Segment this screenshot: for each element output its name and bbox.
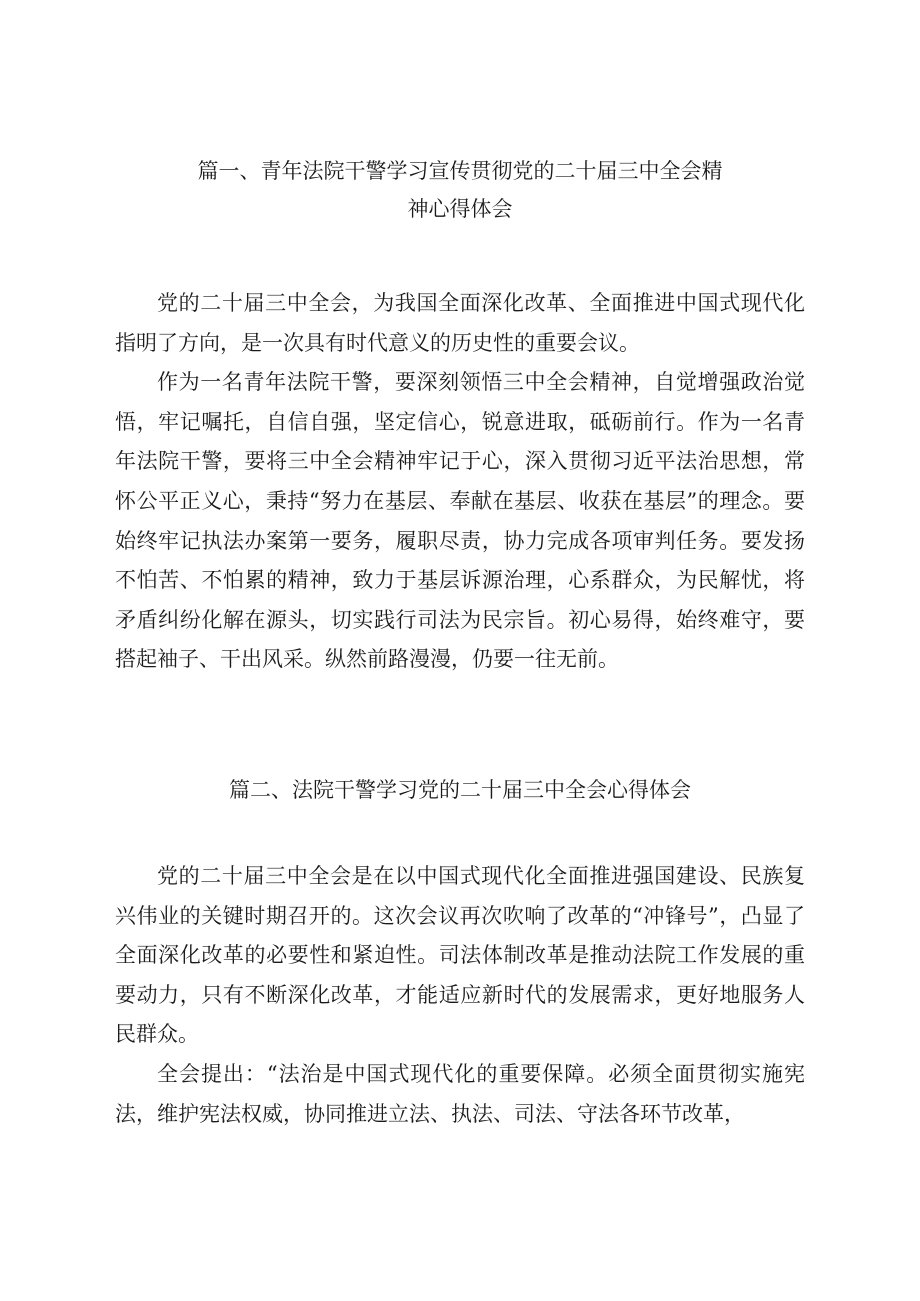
section-2-title: 篇二、法院干警学习党的二十届三中全会心得体会 [229,778,691,802]
section-2-body [115,857,805,1134]
section-2-paragraph-1: 党的二十届三中全会是在以中国式现代化全面推进强国建设、民族复兴伟业的关键时期召开的。这次会议再次吹响了改革的“冲锋号”，凸显了全面深化改革的必要性和紧迫性。司法体制改革是推动法院工作发展的重要动力，只有不断深化改革，才能适应新时代的发展需求，更好地服务人民群众。 [115,864,805,1047]
section-1-title-line-1: 篇一、青年法院干警学习宣传贯彻党的二十届三中全会精 [197,159,723,183]
section-1-title-line-2: 神心得体会 [407,197,513,221]
section-1-paragraph-1: 党的二十届三中全会，为我国全面深化改革、全面推进中国式现代化指明了方向，是一次具有时代意义的历史性的重要会议。 [115,291,805,355]
section-1-body [115,284,805,680]
section-2-paragraph-2: 全会提出：“法治是中国式现代化的重要保障。必须全面贯彻实施宪法，维护宪法权威，协同推进立法、执法、司法、守法各环节改革， [115,1061,805,1126]
section-1-paragraph-2: 作为一名青年法院干警，要深刻领悟三中全会精神，自觉增强政治觉悟，牢记嘱托，自信自强，坚定信心，锐意进取，砥砺前行。作为一名青年法院干警，要将三中全会精神牢记于心，深入贯彻习近平法治思想，常怀公平正义心，秉持“努力在基层、奉献在基层、收获在基层”的理念。要始终牢记执法办案第一要务，履职尽责，协力完成各项审判任务。要发扬不怕苦、不怕累的精神，致力于基层诉源治理，心系群众，为民解忧，将矛盾纠纷化解在源头，切实践行司法为民宗旨。初心易得，始终难守，要搭起袖子、干出风采。纵然前路漫漫，仍要一往无前。 [115,370,805,672]
section-1-title [110,152,810,228]
